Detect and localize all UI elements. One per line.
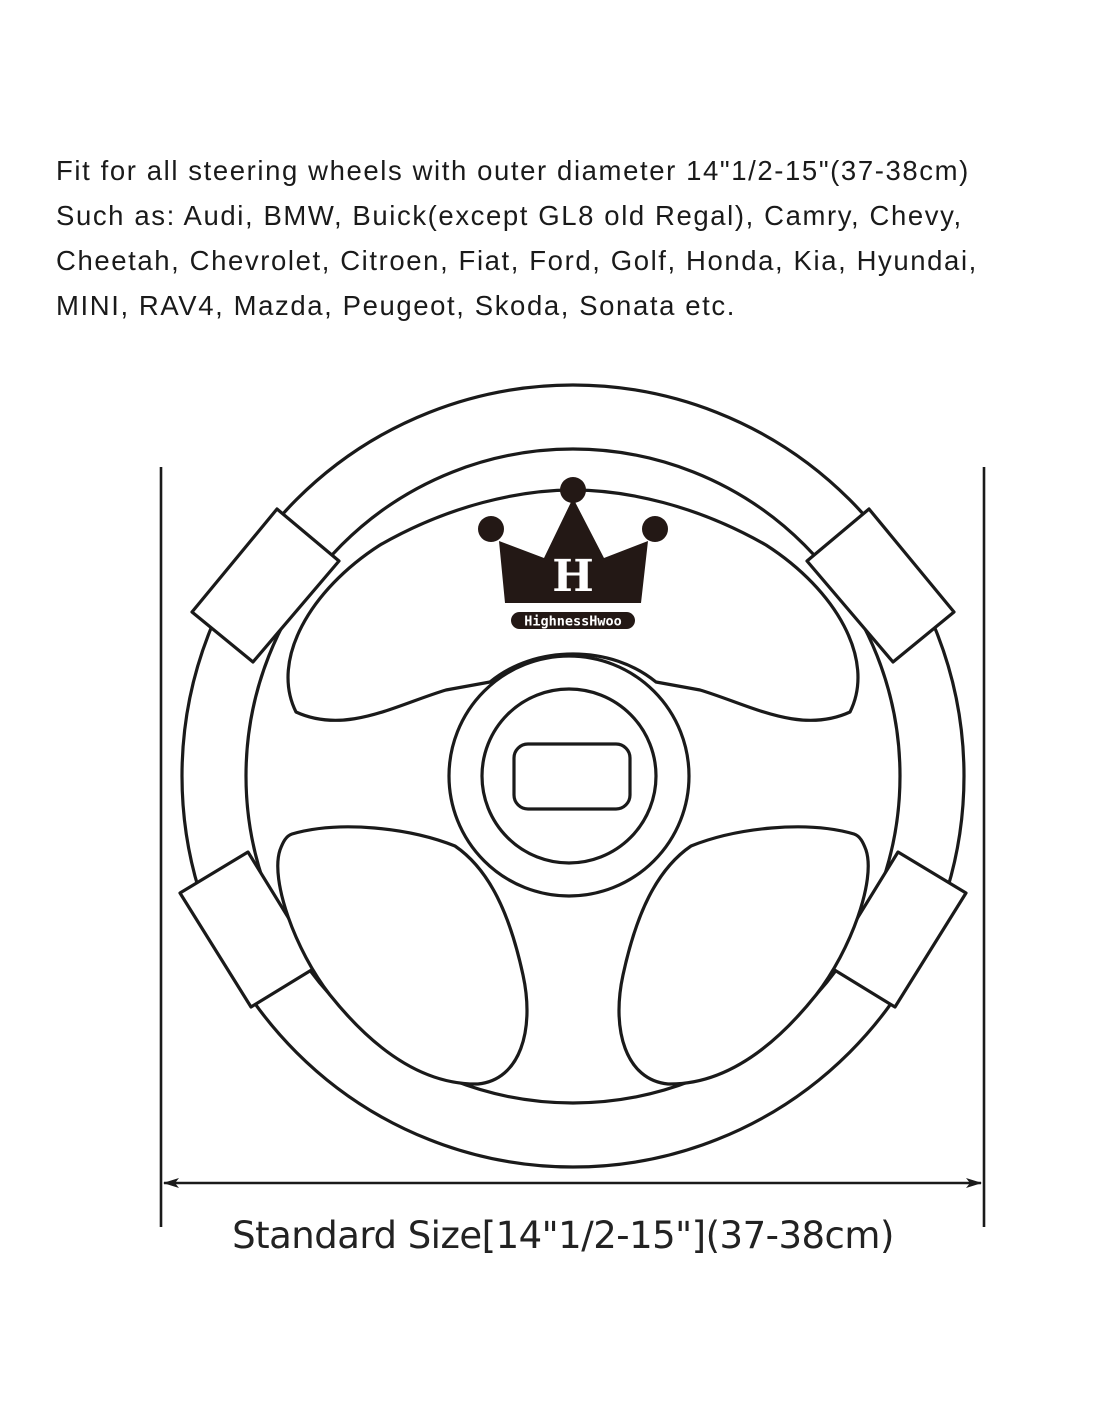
horn-pad: [514, 744, 630, 809]
standard-size-caption: Standard Size[14"1/2-15"](37-38cm): [232, 1214, 894, 1257]
crown-jewel-left: [478, 516, 504, 542]
description-line: MINI, RAV4, Mazda, Peugeot, Skoda, Sonata etc.: [56, 290, 736, 321]
lower-right-spoke-opening: [619, 827, 868, 1084]
description-line: Fit for all steering wheels with outer diameter 14"1/2-15"(37-38cm): [56, 155, 970, 186]
logo-brand-name: HighnessHwoo: [524, 613, 622, 630]
crown-jewel-right: [642, 516, 668, 542]
description-line: Such as: Audi, BMW, Buick(except GL8 old Regal), Camry, Chevy,: [56, 200, 963, 231]
description-line: Cheetah, Chevrolet, Citroen, Fiat, Ford, Golf, Honda, Kia, Hyundai,: [56, 245, 978, 276]
logo-letter: H: [552, 551, 594, 602]
crown-jewel-center: [560, 477, 586, 503]
